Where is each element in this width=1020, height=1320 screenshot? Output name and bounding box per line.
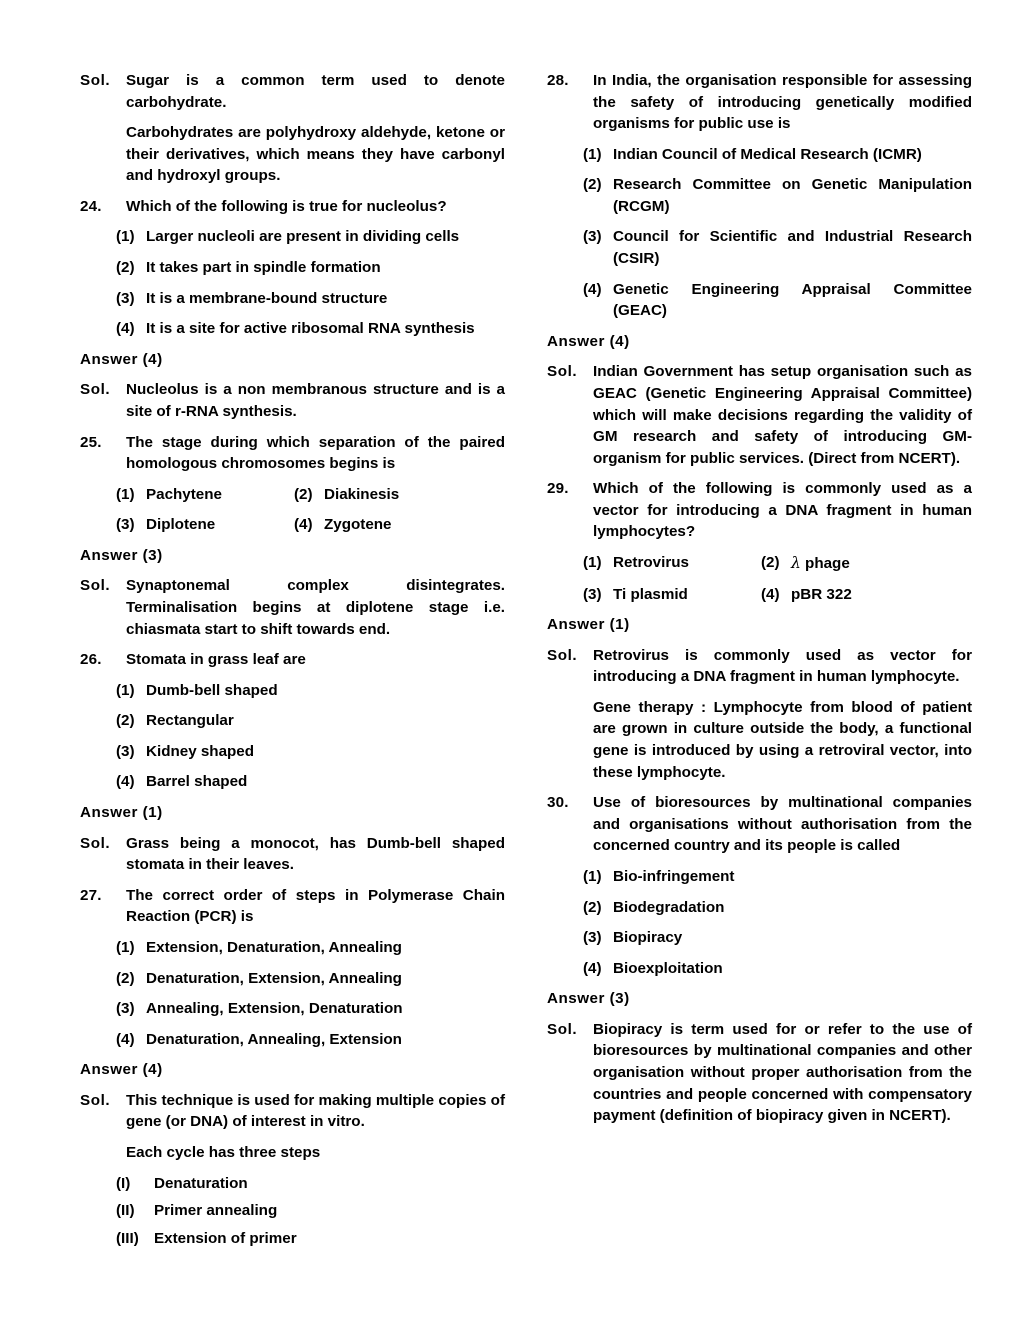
solution-text: Sugar is a common term used to denote carbohydrate. (126, 72, 505, 111)
option-grid-row (583, 584, 972, 606)
option-item[interactable] (116, 514, 294, 536)
option-text: Zygotene (324, 516, 392, 534)
option-text: Bio-infringement (613, 867, 735, 885)
option-item[interactable] (116, 318, 505, 340)
question-text: Which of the following is true for nucleolus? (126, 197, 447, 215)
solution-row (80, 70, 505, 113)
solution-row (547, 645, 972, 688)
option-key: (3) (116, 516, 135, 534)
option-item[interactable] (583, 174, 972, 217)
option-text: Research Committee on Genetic Manipulation (RCGM) (613, 176, 972, 215)
roman-text: Primer annealing (154, 1202, 278, 1220)
option-key: (2) (583, 898, 602, 916)
option-text: Dumb-bell shaped (146, 681, 278, 699)
option-grid (116, 484, 505, 536)
answer-line: Answer (1) (547, 616, 630, 634)
solution-text: This technique is used for making multiple copies of gene (or DNA) of interest in vitro. (126, 1091, 505, 1131)
question-text: Use of bioresources by multinational companies and organisations without authorisation from the concerned country and its people is called (593, 794, 972, 855)
roman-text: Denaturation (154, 1174, 248, 1192)
question-text: In India, the organisation responsible for assessing the safety of introducing genetically modified organisms for public use is (593, 72, 972, 133)
option-item[interactable] (116, 771, 505, 793)
solution-row (80, 833, 505, 876)
option-text: Larger nucleoli are present in dividing cells (146, 228, 460, 246)
option-key: (2) (116, 259, 135, 277)
answer-line: Answer (4) (80, 350, 163, 368)
option-key: (3) (583, 929, 602, 947)
option-text: Kidney shaped (146, 742, 255, 760)
roman-key: (II) (116, 1202, 135, 1220)
question-row (80, 649, 505, 671)
option-text: λ phage (791, 553, 850, 572)
option-list (116, 680, 505, 793)
option-item[interactable] (583, 958, 972, 980)
option-key: (3) (116, 742, 135, 760)
option-text: It is a membrane-bound structure (146, 289, 388, 307)
option-key: (4) (761, 585, 780, 603)
option-text: Pachytene (146, 485, 222, 503)
option-item[interactable] (583, 866, 972, 888)
option-text: Diakinesis (324, 485, 400, 503)
option-key: (1) (583, 145, 602, 163)
roman-list (116, 1173, 505, 1250)
solution-label: Sol. (80, 834, 111, 852)
solution-text: Retrovirus is commonly used as vector for introducing a DNA fragment in human lymphocyte. (593, 646, 972, 686)
option-text: Biodegradation (613, 898, 725, 916)
question-number: 28. (547, 72, 569, 89)
option-grid (583, 552, 972, 605)
solution-text: Biopiracy is term used for or refer to the use of bioresources by multinational companies and other organisation without proper authorisation from the countries and people concerned with compensatory payment (definition of biopiracy given in NCERT). (593, 1020, 972, 1125)
option-item[interactable] (116, 937, 505, 959)
question-row (547, 792, 972, 857)
option-key: (4) (294, 516, 313, 534)
option-item[interactable] (116, 680, 505, 702)
solution-continuation (593, 697, 972, 783)
solution-row (80, 1090, 505, 1133)
option-item[interactable] (583, 552, 761, 575)
option-key: (1) (583, 867, 602, 885)
roman-list-item (116, 1228, 505, 1250)
option-grid-row (116, 484, 505, 506)
roman-key: (III) (116, 1229, 139, 1247)
question-number: 29. (547, 480, 569, 498)
solution-row (80, 379, 505, 422)
question-number: 30. (547, 794, 569, 812)
option-key: (4) (116, 773, 135, 791)
option-list (583, 144, 972, 322)
option-key: (4) (583, 280, 602, 298)
option-key: (3) (116, 289, 135, 307)
right-column (547, 70, 972, 1127)
question-number: 25. (80, 433, 102, 451)
option-key: (3) (583, 585, 602, 603)
option-text: Indian Council of Medical Research (ICMR) (613, 145, 922, 163)
roman-key: (I) (116, 1174, 131, 1192)
solution-label: Sol. (80, 381, 111, 399)
roman-list-item (116, 1200, 505, 1222)
option-text: It takes part in spindle formation (146, 259, 381, 277)
option-key: (2) (116, 712, 135, 730)
option-key: (3) (116, 1000, 135, 1018)
question-text: The stage during which separation of the paired homologous chromosomes begins is (126, 433, 505, 473)
option-item[interactable] (583, 927, 972, 949)
solution-label: Sol. (80, 72, 111, 89)
option-text: Barrel shaped (146, 773, 248, 791)
option-list (116, 226, 505, 339)
answer-line: Answer (3) (547, 990, 630, 1008)
answer-line: Answer (1) (80, 804, 163, 822)
solution-label: Sol. (80, 577, 111, 595)
solution-text: Synaptonemal complex disintegrates. Terminalisation begins at diplotene stage i.e. chiasmata start to shift towards end. (126, 577, 505, 638)
option-item[interactable] (116, 968, 505, 990)
option-key: (4) (583, 959, 602, 977)
option-list (583, 866, 972, 979)
option-text: Bioexploitation (613, 959, 723, 977)
question-row (80, 196, 505, 218)
option-text: Rectangular (146, 712, 234, 730)
solution-label: Sol. (80, 1091, 111, 1109)
option-item[interactable] (583, 279, 972, 322)
solution-text: Indian Government has setup organisation such as GEAC (Genetic Engineering Appraisal Committee) which will make decisions regarding the validity of GM research and safety of introducing GM-organism for public services. (Direct from NCERT). (593, 363, 972, 467)
option-list (116, 937, 505, 1050)
option-text: It is a site for active ribosomal RNA synthesis (146, 320, 475, 338)
option-text: Biopiracy (613, 929, 683, 947)
option-key: (4) (116, 1030, 135, 1048)
option-text: Extension, Denaturation, Annealing (146, 938, 402, 956)
option-item[interactable] (116, 710, 505, 732)
solution-row (80, 575, 505, 640)
two-column-layout (80, 70, 973, 1255)
solution-text: Grass being a monocot, has Dumb-bell shaped stomata in their leaves. (126, 834, 505, 874)
option-key: (2) (294, 485, 313, 503)
option-item[interactable] (583, 584, 761, 606)
option-item[interactable] (583, 226, 972, 269)
question-row (547, 70, 972, 135)
answer-line: Answer (4) (80, 1061, 163, 1079)
question-row (547, 478, 972, 543)
option-item[interactable] (116, 484, 294, 506)
left-column (80, 70, 505, 1255)
option-text: Denaturation, Annealing, Extension (146, 1030, 402, 1048)
option-grid-row (583, 552, 972, 575)
option-key: (2) (761, 553, 780, 571)
solution-row (547, 1019, 972, 1127)
question-text: Stomata in grass leaf are (126, 651, 306, 669)
option-key: (1) (116, 681, 135, 699)
question-row (80, 885, 505, 928)
option-item[interactable] (294, 514, 472, 536)
answer-line: Answer (4) (547, 332, 630, 350)
option-key: (2) (583, 176, 602, 194)
option-key: (1) (116, 938, 135, 956)
solution-row (547, 361, 972, 469)
solution-text: Nucleolus is a non membranous structure and is a site of r-RNA synthesis. (126, 381, 505, 420)
option-text: Annealing, Extension, Denaturation (146, 1000, 403, 1018)
question-number: 24. (80, 197, 102, 215)
option-item[interactable] (116, 998, 505, 1020)
solution-lead: Gene therapy : (593, 698, 707, 716)
question-text: The correct order of steps in Polymerase Chain Reaction (PCR) is (126, 886, 505, 926)
option-text: Diplotene (146, 516, 216, 534)
roman-list-item (116, 1173, 505, 1195)
option-key: (1) (116, 485, 135, 503)
option-text: Council for Scientific and Industrial Research (CSIR) (613, 228, 972, 268)
option-key: (1) (583, 553, 602, 571)
option-key: (1) (116, 228, 135, 246)
option-item[interactable] (116, 1029, 505, 1051)
solution-label: Sol. (547, 646, 578, 664)
option-text: Denaturation, Extension, Annealing (146, 969, 402, 987)
question-number: 27. (80, 886, 102, 904)
solution-continuation: Each cycle has three steps (126, 1143, 321, 1161)
option-text: Genetic Engineering Appraisal Committee (GEAC) (613, 280, 972, 320)
option-item[interactable] (583, 897, 972, 919)
solution-label: Sol. (547, 363, 578, 381)
solution-label: Sol. (547, 1020, 578, 1038)
option-grid-row (116, 514, 505, 536)
option-item[interactable] (116, 288, 505, 310)
question-number: 26. (80, 651, 102, 669)
option-text: Ti plasmid (613, 585, 688, 603)
option-item[interactable] (583, 144, 972, 166)
option-item[interactable] (116, 257, 505, 279)
option-key: (3) (583, 228, 602, 246)
roman-text: Extension of primer (154, 1229, 297, 1247)
option-item[interactable] (116, 741, 505, 763)
option-item[interactable] (761, 552, 939, 575)
solution-continuation: Carbohydrates are polyhydroxy aldehyde, ketone or their derivatives, which means they have carbonyl and hydroxyl groups. (126, 124, 505, 185)
option-text: Retrovirus (613, 553, 689, 571)
question-text: Which of the following is commonly used as a vector for introducing a DNA fragment in human lymphocytes? (593, 480, 972, 541)
option-item[interactable] (116, 226, 505, 248)
solution-continuation-text: Lymphocyte from blood of patient are grown in culture outside the body, a functional gene is introduced by using a retroviral vector, into these lymphocyte. (593, 698, 973, 781)
answer-line: Answer (3) (80, 546, 163, 564)
option-key: (2) (116, 969, 135, 987)
option-key: (4) (116, 320, 135, 338)
question-row (80, 432, 505, 475)
option-item[interactable] (761, 584, 939, 606)
lambda-symbol: λ (791, 553, 801, 572)
option-text: pBR 322 (791, 585, 852, 603)
option-item[interactable] (294, 484, 472, 506)
